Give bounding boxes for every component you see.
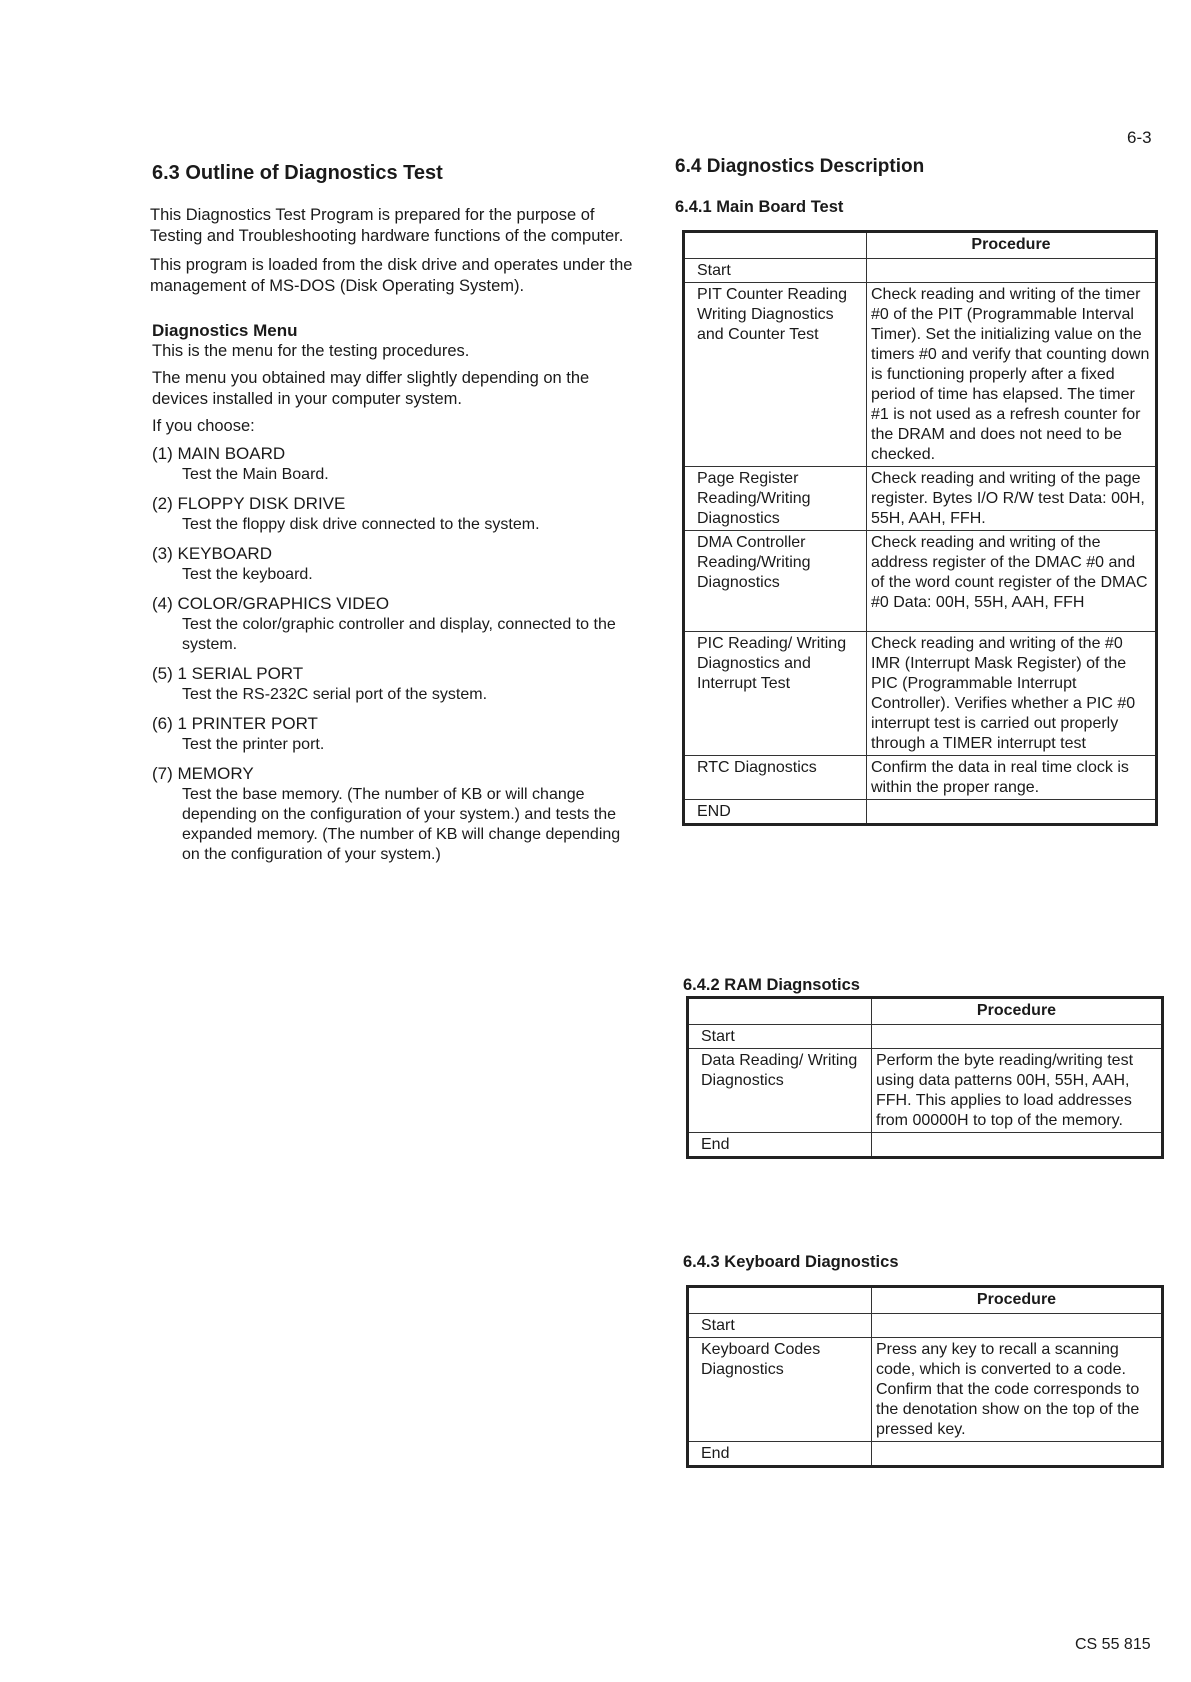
menu-paragraph: The menu you obtained may differ slightly depending on the devices installed in your computer system. <box>152 369 590 408</box>
step-cell: PIT Counter Reading Writing Diagnostics and Counter Test <box>684 283 867 467</box>
table-row <box>688 1314 1163 1338</box>
procedure-cell <box>867 259 1157 283</box>
keyboard-diagnostics-title: 6.4.3 Keyboard Diagnostics <box>683 1253 899 1271</box>
menu-item-floppy-disk-drive <box>152 493 635 535</box>
outline-heading: 6.3 Outline of Diagnostics Test <box>152 162 443 184</box>
table-row <box>684 800 1157 825</box>
table-row <box>688 1338 1163 1442</box>
procedure-header: Procedure <box>872 998 1163 1025</box>
procedure-cell <box>872 1025 1163 1049</box>
menu-item-memory <box>152 763 635 865</box>
menu-item-desc: Test the printer port. <box>182 736 325 753</box>
procedure-cell: Confirm the data in real time clock is within the proper range. <box>867 756 1157 800</box>
procedure-cell <box>872 1314 1163 1338</box>
step-cell: Keyboard Codes Diagnostics <box>688 1338 872 1442</box>
procedure-header: Procedure <box>867 232 1157 259</box>
menu-item-desc: Test the color/graphic controller and display, connected to the system. <box>182 616 616 653</box>
step-cell: Start <box>684 259 867 283</box>
step-cell: End <box>688 1133 872 1158</box>
menu-paragraph: If you choose: <box>152 417 255 435</box>
procedure-cell: Press any key to recall a scanning code, which is converted to a code. Confirm that the code corresponds to the denotation show on the top of the pressed key. <box>872 1338 1163 1442</box>
procedure-cell: Check reading and writing of the #0 IMR (Interrupt Mask Register) of the PIC (Programmable Interrupt Controller). Verifies whether a PIC #0 interrupt test is carried out properly through a TIMER interrupt test <box>867 632 1157 756</box>
step-cell: Page Register Reading/Writing Diagnostics <box>684 467 867 531</box>
procedure-cell <box>872 1133 1163 1158</box>
keyboard-diagnostics-table <box>686 1285 1164 1468</box>
outline-intro <box>150 205 635 297</box>
procedure-header: Procedure <box>872 1287 1163 1314</box>
step-cell: End <box>688 1442 872 1467</box>
menu-item-main-board <box>152 443 635 485</box>
table-row <box>684 531 1157 632</box>
procedure-cell: Check reading and writing of the address register of the DMAC #0 and of the word count register of the DMAC #0 Data: 00H, 55H, AAH, FFH <box>867 531 1157 632</box>
table-row <box>684 756 1157 800</box>
diagnostics-menu-list <box>152 443 635 865</box>
diagnostics-menu-title: Diagnostics Menu <box>152 321 298 340</box>
menu-item-desc: Test the keyboard. <box>182 566 313 583</box>
step-cell: DMA Controller Reading/Writing Diagnostics <box>684 531 867 632</box>
ram-diagnostics-title: 6.4.2 RAM Diagnsotics <box>683 976 860 994</box>
menu-item-title: (1) MAIN BOARD <box>152 444 286 463</box>
menu-item-desc: Test the base memory. (The number of KB or will change depending on the configuration of your system.) and tests the expanded memory. (The number of KB will change depending on the configuration of your system.) <box>182 786 621 863</box>
step-header-cell <box>688 1287 872 1314</box>
step-cell: END <box>684 800 867 825</box>
step-cell: Start <box>688 1314 872 1338</box>
page-number: 6-3 <box>1127 128 1152 147</box>
menu-item-desc: Test the floppy disk drive connected to the system. <box>182 516 540 533</box>
main-board-test-table <box>682 230 1158 826</box>
menu-item-desc: Test the RS-232C serial port of the system. <box>182 686 488 703</box>
document-code: CS 55 815 <box>1075 1636 1151 1653</box>
menu-item-title: (2) FLOPPY DISK DRIVE <box>152 494 346 513</box>
ram-diagnostics-table <box>686 996 1164 1159</box>
table-row <box>688 1025 1163 1049</box>
table-row <box>688 1049 1163 1133</box>
table-row <box>684 467 1157 531</box>
table-row <box>684 283 1157 467</box>
menu-item-title: (7) MEMORY <box>152 764 254 783</box>
main-board-test-title: 6.4.1 Main Board Test <box>675 198 844 216</box>
menu-item-title: (5) 1 SERIAL PORT <box>152 664 304 683</box>
menu-item-title: (3) KEYBOARD <box>152 544 272 563</box>
menu-item-serial-port <box>152 663 635 705</box>
step-cell: RTC Diagnostics <box>684 756 867 800</box>
menu-item-title: (4) COLOR/GRAPHICS VIDEO <box>152 594 390 613</box>
outline-section <box>150 162 635 873</box>
procedure-cell <box>872 1442 1163 1467</box>
table-row <box>688 1133 1163 1158</box>
intro-paragraph: This program is loaded from the disk drive and operates under the management of MS-DOS (Disk Operating System). <box>150 256 633 295</box>
menu-intro <box>150 341 635 437</box>
menu-item-color-graphics-video <box>152 593 635 655</box>
menu-paragraph: This is the menu for the testing procedures. <box>152 342 470 360</box>
table-row <box>684 259 1157 283</box>
table-row <box>684 632 1157 756</box>
procedure-cell: Perform the byte reading/writing test using data patterns 00H, 55H, AAH, FFH. This applies to load addresses from 00000H to top of the memory. <box>872 1049 1163 1133</box>
menu-item-desc: Test the Main Board. <box>182 466 329 483</box>
step-cell: Start <box>688 1025 872 1049</box>
menu-item-keyboard <box>152 543 635 585</box>
step-cell: PIC Reading/ Writing Diagnostics and Interrupt Test <box>684 632 867 756</box>
step-cell: Data Reading/ Writing Diagnostics <box>688 1049 872 1133</box>
procedure-cell <box>867 800 1157 825</box>
table-row <box>688 1442 1163 1467</box>
menu-item-printer-port <box>152 713 635 755</box>
intro-paragraph: This Diagnostics Test Program is prepared for the purpose of Testing and Troubleshooting hardware functions of the computer. <box>150 206 624 245</box>
menu-item-title: (6) 1 PRINTER PORT <box>152 714 318 733</box>
procedure-cell: Check reading and writing of the page register. Bytes I/O R/W test Data: 00H, 55H, AAH, FFH. <box>867 467 1157 531</box>
description-heading: 6.4 Diagnostics Description <box>675 156 925 177</box>
step-header-cell <box>688 998 872 1025</box>
step-header-cell <box>684 232 867 259</box>
procedure-cell: Check reading and writing of the timer #0 of the PIT (Programmable Interval Timer). Set the initializing value on the timers #0 and verify that counting down is functioning properly after a fixed period of time has elapsed. The timer #1 is not used as a refresh counter for the DRAM and does not need to be checked. <box>867 283 1157 467</box>
